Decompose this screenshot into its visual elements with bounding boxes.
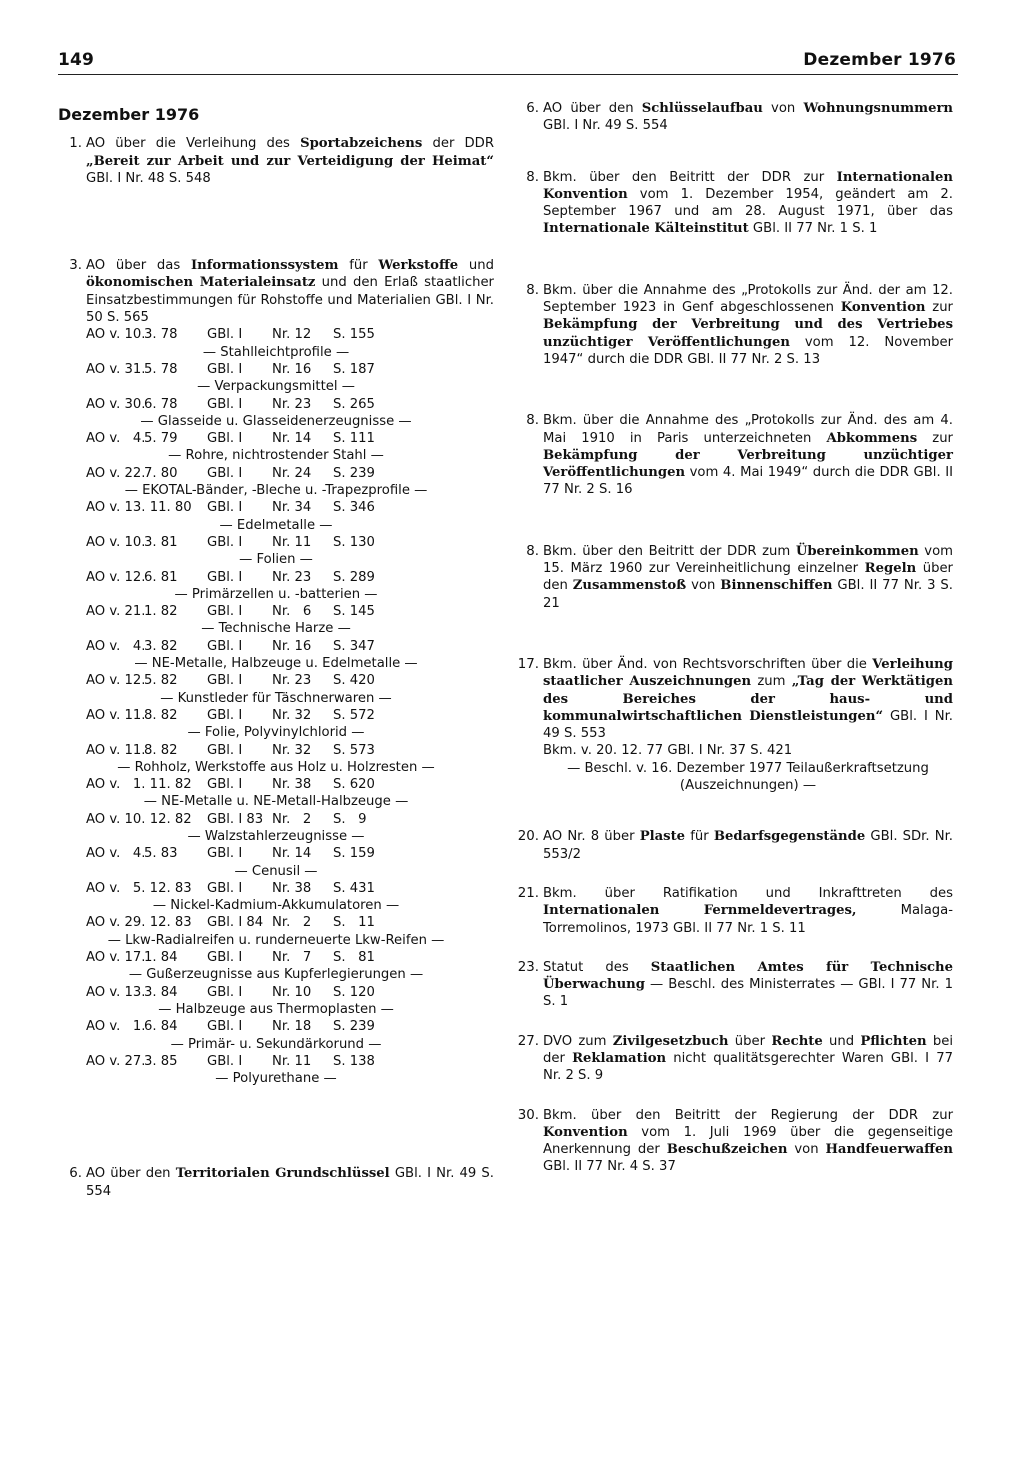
entry-item [515,656,953,794]
amendment-nr: Nr. 32 [272,707,312,723]
header-rule [58,74,958,75]
amendment-dt: 6. 78 [144,396,178,412]
amendment-row [86,949,494,966]
amendment-pg: S. 431 [333,880,375,896]
amendment-gb: GBl. I [207,638,243,654]
amendment-dt: 3. 82 [144,638,178,654]
amendment-dt: 5. 79 [144,431,178,447]
amendment-dt: 1. 84 [144,950,178,966]
amendment-row [86,776,494,793]
amendment-dt: 8. 82 [144,742,178,758]
amendment-subject: — Cenusil — [234,863,318,879]
entry-text: Bkm. über den Beitritt der DDR zum Übereinkommen vom 15. März 1960 zur Vereinheitlichung einzelner Regeln über den Zusammenstoß von Binnenschiffen GBl. II 77 Nr. 3 S. 21 [543,543,953,611]
page-number: 149 [58,50,95,70]
entry-item [515,543,953,612]
amendment-nr: Nr. 32 [272,742,312,758]
amendment-nr: Nr. 12 [272,327,312,343]
amendment-subject: — Halbzeuge aus Thermoplasten — [158,1001,394,1017]
amendment-dt: 3. 78 [144,327,178,343]
amendment-pg: S. 346 [333,500,375,516]
amendment-gb: GBl. I [207,534,243,550]
entry-number: 23. [517,959,539,975]
amendment-pg: S. 265 [333,396,375,412]
amendment-gb: GBl. I [207,846,243,862]
amendment-nr: Nr. 23 [272,673,312,689]
entry-text: AO Nr. 8 über Plaste für Bedarfsgegenstände GBl. SDr. Nr. 553/2 [543,829,953,862]
amendment-subject: — NE-Metalle u. NE-Metall-Halbzeuge — [143,794,409,810]
amendment-nr: Nr. 23 [272,396,312,412]
entry-item [515,282,953,368]
amendment-subject: — NE-Metalle, Halbzeuge u. Edelmetalle — [134,656,418,672]
amendment-subject: — Folien — [239,552,313,568]
running-header: Dezember 1976 [803,50,956,70]
entry-number: 8. [526,413,539,429]
amendment-subject: — Edelmetalle — [219,517,333,533]
amendment-gb: GBl. I [207,361,243,377]
amendment-row [86,811,494,828]
amendment-dt: 1. 82 [144,604,178,620]
amendment-row [86,672,494,689]
entry-item [515,885,953,937]
amendment-subject: — Polyurethane — [215,1071,337,1087]
amendment-nr: Nr. 6 [272,604,312,620]
amendment-pg: S. 620 [333,777,375,793]
entry-item [515,959,953,1011]
amendment-pg: S. 289 [333,569,375,585]
amendment-gb: GBl. I [207,431,243,447]
amendment-pg: S. 239 [333,465,375,481]
entry-item [58,1165,494,1200]
amendment-nr: Nr. 14 [272,846,312,862]
amendment-ao: AO v. 12. [86,673,146,689]
amendment-gb: GBl. I [207,1019,243,1035]
amendment-subject: — Stahlleichtprofile — [202,344,350,360]
amendment-gb: GBl. I [207,500,243,516]
amendment-row [86,569,494,586]
amendment-pg: S. 9 [333,811,367,827]
amendment-dt: 6. 81 [144,569,178,585]
amendment-subject: — Walzstahlerzeugnisse — [187,828,365,844]
amendment-row [86,430,494,447]
amendment-subject: — Verpackungsmittel — [197,379,355,395]
entry-item [515,1107,953,1176]
amendment-row [86,499,494,516]
amendment-nr: Nr. 2 [272,811,312,827]
entry-item [515,100,953,135]
amendment-ao: AO v. 17. [86,950,146,966]
amendment-ao: AO v. 5. 12. 83 [86,880,192,896]
amendment-ao: AO v. 11. [86,742,146,758]
entry-text: AO über den Territorialen Grundschlüssel GBl. I Nr. 49 S. 554 [86,1166,494,1199]
entry-number: 8. [526,543,539,559]
right-entry-list [515,100,953,1176]
amendment-subject: — Primär- u. Sekundärkorund — [170,1036,382,1052]
entry-text: Bkm. über Ratifikation und Inkrafttreten des Internationalen Fernmeldevertrages, Malaga-Torremolinos, 1973 GBl. II 77 Nr. 1 S. 11 [543,885,953,936]
amendment-ao: AO v. 4. [86,638,146,654]
amendment-subject: — Glasseide u. Glasseidenerzeugnisse — [140,413,412,429]
amendment-nr: Nr. 16 [272,638,312,654]
amendment-gb: GBl. I [207,742,243,758]
amendment-row [86,603,494,620]
entry-text: Bkm. über den Beitritt der Regierung der DDR zur Konvention vom 1. Juli 1969 über die gegenseitige Anerkennung der Beschußzeichen von Handfeuerwaffen GBl. II 77 Nr. 4 S. 37 [543,1107,953,1175]
amendment-pg: S. 239 [333,1019,375,1035]
entry-text: AO über den Schlüsselaufbau von Wohnungsnummern GBl. I Nr. 49 S. 554 [543,101,953,134]
amendment-pg: S. 130 [333,534,375,550]
entry-item [515,828,953,863]
entry-item [58,135,494,187]
amendment-row [86,707,494,724]
amendment-subject: — Rohholz, Werkstoffe aus Holz u. Holzresten — [117,759,435,775]
amendment-ao: AO v. 27. [86,1053,146,1069]
amendment-dt: 5. 82 [144,673,178,689]
amendment-nr: Nr. 16 [272,361,312,377]
amendment-ao: AO v. 10. [86,534,146,550]
entry-number: 3. [69,258,82,274]
entry-item [515,1033,953,1085]
amendment-gb: GBl. I [207,950,243,966]
amendment-row [86,361,494,378]
entry-item [58,257,494,326]
amendment-dt: 5. 78 [144,361,178,377]
amendment-gb: GBl. I [207,707,243,723]
entry-number: 30. [517,1107,539,1123]
amendment-row [86,914,494,931]
amendment-nr: Nr. 34 [272,500,312,516]
amendment-row [86,984,494,1001]
amendment-pg: S. 420 [333,673,375,689]
amendment-ao: AO v. 13. [86,984,146,1000]
amendment-nr: Nr. 38 [272,777,312,793]
amendment-nr: Nr. 24 [272,465,312,481]
amendment-subject: — Technische Harze — [201,621,351,637]
amendment-nr: Nr. 7 [272,950,312,966]
amendment-pg: S. 120 [333,984,375,1000]
amendment-dt: 5. 83 [144,846,178,862]
amendment-pg: S. 573 [333,742,375,758]
entry-text: Bkm. über Änd. von Rechtsvorschriften über die Verleihung staatlicher Auszeichnungen zum „Tag der Werktätigen des Bereiches der haus- und kommunalwirtschaftlichen Dienstleistungen“ GBl. I Nr. 49 S. 553 Bkm. v. 20. 12. 77 GBl. I Nr. 37 S. 421 — Beschl. v. 16. Dezember 1977 Teilaußerkraftsetzung (Auszeichnungen) — [543,656,954,794]
left-entry-list [58,135,494,1200]
amendment-nr: Nr. 11 [272,1053,312,1069]
amendment-gb: GBl. I [207,673,243,689]
amendment-gb: GBl. I [207,777,243,793]
entry-number: 1. [69,136,82,152]
amendment-row [86,880,494,897]
amendment-subject: — Gußerzeugnisse aus Kupferlegierungen — [128,967,424,983]
amendment-ao: AO v. 4. [86,431,146,447]
amendment-subject: — Folie, Polyvinylchlorid — [187,725,365,741]
amendment-gb: GBl. I [207,1053,243,1069]
amendment-ao: AO v. 13. 11. 80 [86,500,192,516]
entry-item [515,169,953,238]
entry-item [515,412,953,498]
amendment-row [86,638,494,655]
entry-text: Statut des Staatlichen Amtes für Technische Überwachung — Beschl. des Ministerrates — GBl. I 77 Nr. 1 S. 1 [543,959,954,1010]
entry-text: Bkm. über die Annahme des „Protokolls zur Änd. des am 4. Mai 1910 in Paris unterzeichneten Abkommens zur Bekämpfung der Verbreitung unzüchtiger Veröffentlichungen vom 4. Mai 1949“ durch die DDR GBl. II 77 Nr. 2 S. 16 [543,413,953,498]
amendment-row [86,396,494,413]
amendment-ao: AO v. 31. [86,361,146,377]
amendment-gb: GBl. I [207,465,243,481]
amendment-pg: S. 187 [333,361,375,377]
amendment-row [86,845,494,862]
amendment-gb: GBl. I [207,604,243,620]
amendment-gb: GBl. I 84 [207,915,264,931]
amendment-pg: S. 159 [333,846,375,862]
amendment-row [86,1018,494,1035]
amendment-dt: 3. 81 [144,534,178,550]
amendment-dt: 3. 85 [144,1053,178,1069]
amendment-ao: AO v. 12. [86,569,146,585]
amendment-ao: AO v. 22. [86,465,146,481]
amendment-row [86,326,494,343]
amendment-nr: Nr. 14 [272,431,312,447]
entry-number: 20. [517,829,539,845]
amendment-nr: Nr. 11 [272,534,312,550]
amendment-nr: Nr. 2 [272,915,312,931]
amendment-nr: Nr. 10 [272,984,312,1000]
amendment-ao: AO v. 21. [86,604,146,620]
entry-number: 27. [517,1033,539,1049]
amendment-subject: — Rohre, nichtrostender Stahl — [168,448,384,464]
amendment-ao: AO v. 4. [86,846,146,862]
entry-text: AO über das Informationssystem für Werkstoffe und ökonomischen Materialeinsatz und den Erlaß staatlicher Einsatzbestimmungen für Rohstoffe und Materialien GBl. I Nr. 50 S. 565 [86,258,494,326]
amendment-nr: Nr. 38 [272,880,312,896]
amendment-pg: S. 111 [333,431,375,447]
amendment-subject: — Primärzellen u. -batterien — [174,586,378,602]
entry-text: Bkm. über den Beitritt der DDR zur Internationalen Konvention vom 1. Dezember 1954, geändert am 2. September 1967 und am 28. August 1971, über das Internationale Kälteinstitut GBl. II 77 Nr. 1 S. 1 [543,169,953,237]
amendment-pg: S. 572 [333,707,375,723]
amendment-nr: Nr. 23 [272,569,312,585]
amendment-dt: 8. 82 [144,707,178,723]
entry-text: AO über die Verleihung des Sportabzeichens der DDR „Bereit zur Arbeit und zur Verteidigung der Heimat“ GBl. I Nr. 48 S. 548 [86,136,494,186]
right-column [515,100,953,1176]
amendment-row [86,534,494,551]
amendment-ao: AO v. 11. [86,707,146,723]
amendment-pg: S. 81 [333,950,375,966]
left-column [58,100,494,1200]
amendment-ao: AO v. 29. 12. 83 [86,915,192,931]
amendment-nr: Nr. 18 [272,1019,312,1035]
amendment-row [86,742,494,759]
entry-number: 8. [526,169,539,185]
entry-number: 17. [517,656,539,672]
entry-text: DVO zum Zivilgesetzbuch über Rechte und Pflichten bei der Reklamation nicht qualitätsgerechter Waren GBl. I 77 Nr. 2 S. 9 [543,1033,953,1084]
amendment-ao: AO v. 1. 11. 82 [86,777,192,793]
amendment-dt: 6. 84 [144,1019,178,1035]
amendment-subject: — EKOTAL-Bänder, -Bleche u. -Trapezprofile — [124,483,428,499]
amendment-pg: S. 145 [333,604,375,620]
amendment-row [86,1053,494,1070]
amendment-pg: S. 138 [333,1053,375,1069]
entry-number: 6. [69,1166,82,1182]
amendment-ao: AO v. 1. [86,1019,146,1035]
amendment-ao: AO v. 30. [86,396,146,412]
amendment-dt: 3. 84 [144,984,178,1000]
amendment-gb: GBl. I [207,880,243,896]
entry-text: Bkm. über die Annahme des „Protokolls zur Änd. der am 12. September 1923 in Genf abgeschlossenen Konvention zur Bekämpfung der Verbreitung und des Vertriebes unzüchtiger Veröffentlichungen vom 12. November 1947“ durch die DDR GBl. II 77 Nr. 2 S. 13 [543,282,953,367]
amendment-pg: S. 347 [333,638,375,654]
amendment-gb: GBl. I [207,984,243,1000]
amendment-gb: GBl. I 83 [207,811,264,827]
amendment-gb: GBl. I [207,327,243,343]
amendment-pg: S. 155 [333,327,375,343]
section-title: Dezember 1976 [58,105,200,124]
amendment-subject: — Kunstleder für Täschnerwaren — [160,690,392,706]
amendment-subject: — Nickel-Kadmium-Akkumulatoren — [152,898,400,914]
amendment-gb: GBl. I [207,569,243,585]
amendment-pg: S. 11 [333,915,375,931]
entry-number: 21. [517,885,539,901]
amendment-row [86,465,494,482]
amendment-gb: GBl. I [207,396,243,412]
amendment-ao: AO v. 10. 12. 82 [86,811,192,827]
amendment-ao: AO v. 10. [86,327,146,343]
entry-number: 8. [526,282,539,298]
amendment-list [58,326,494,1087]
amendment-subject: — Lkw-Radialreifen u. runderneuerte Lkw-Reifen — [107,932,445,948]
amendment-dt: 7. 80 [144,465,178,481]
entry-number: 6. [526,101,539,116]
